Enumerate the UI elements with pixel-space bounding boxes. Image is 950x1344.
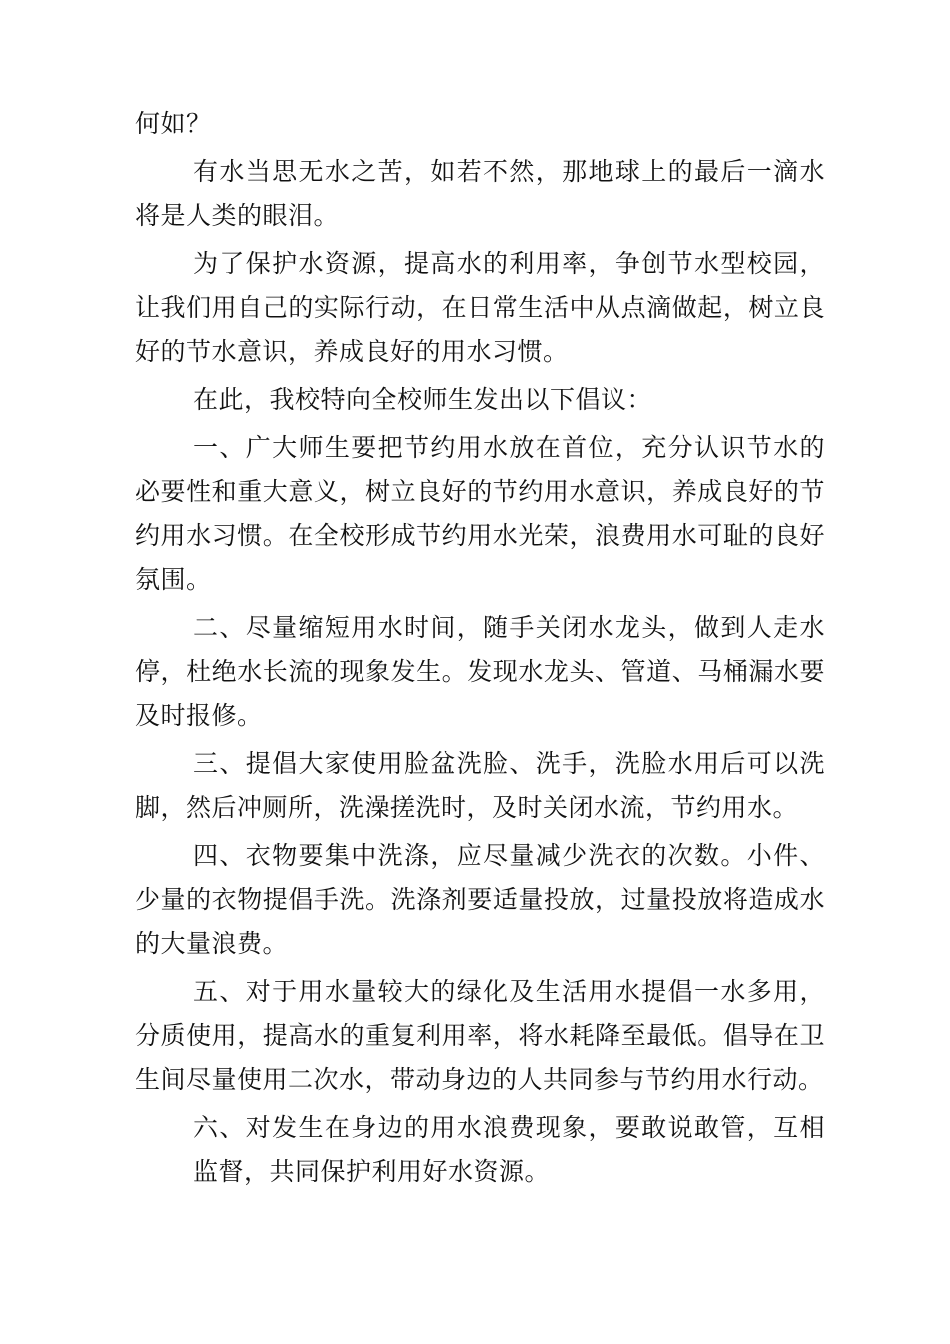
paragraph-item-5: 五、对于用水量较大的绿化及生活用水提倡一水多用，分质使用，提高水的重复利用率，将水耗降至最低。倡导在卫生间尽量使用二次水，带动身边的人共同参与节约用水行动。 (135, 977, 825, 1094)
paragraph-item-2: 二、尽量缩短用水时间，随手关闭水龙头，做到人走水停，杜绝水长流的现象发生。发现水龙头、管道、马桶漏水要及时报修。 (135, 613, 825, 730)
paragraph-item-4: 四、衣物要集中洗涤，应尽量减少洗衣的次数。小件、少量的衣物提倡手洗。洗涤剂要适量投放，过量投放将造成水的大量浪费。 (135, 841, 825, 958)
paragraph-item-6: 六、对发生在身边的用水浪费现象，要敢说敢管，互相监督，共同保护利用好水资源。 (193, 1113, 825, 1186)
paragraph-item-1: 一、广大师生要把节约用水放在首位，充分认识节水的必要性和重大意义，树立良好的节约用水意识，养成良好的节约用水习惯。在全校形成节约用水光荣，浪费用水可耻的良好氛围。 (135, 433, 825, 594)
paragraph-intro: 有水当思无水之苦，如若不然，那地球上的最后一滴水将是人类的眼泪。 (135, 157, 825, 230)
paragraph-initiative-lead: 在此，我校特向全校师生发出以下倡议： (193, 385, 653, 414)
document-body (135, 102, 825, 1198)
paragraph-item-3: 三、提倡大家使用脸盆洗脸、洗手，洗脸水用后可以洗脚，然后冲厕所，洗澡搓洗时，及时关闭水流，节约用水。 (135, 749, 825, 822)
paragraph-purpose: 为了保护水资源，提高水的利用率，争创节水型校园，让我们用自己的实际行动，在日常生活中从点滴做起，树立良好的节水意识，养成良好的用水习惯。 (135, 249, 825, 366)
paragraph-continuation: 何如？ (135, 109, 212, 138)
